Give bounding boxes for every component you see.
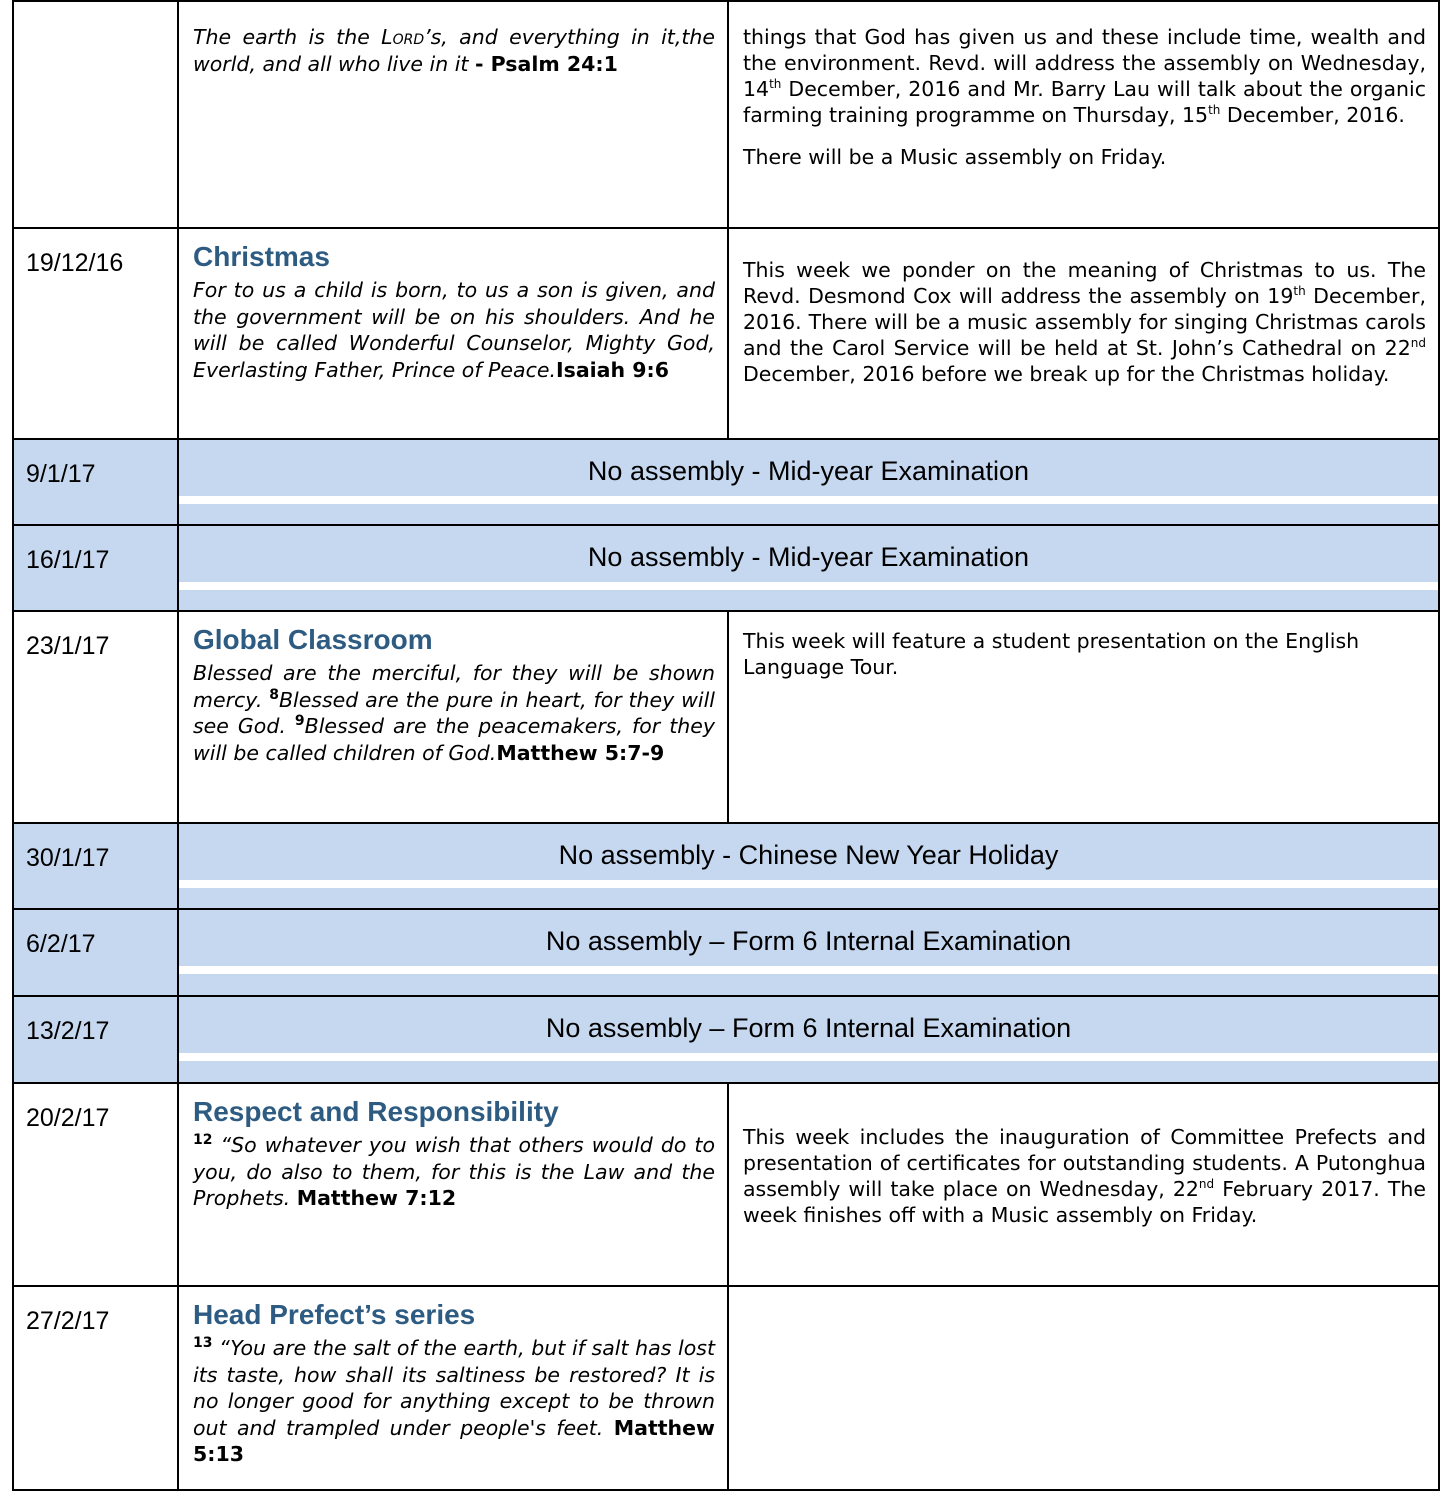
week-date: 9/1/17 [13,439,178,525]
theme-cell [178,228,728,439]
theme-title: Respect and Responsibility [193,1096,559,1127]
description-cell: This week includes the inauguration of Committee Prefects and presentation of certificates for outstanding students. A Putonghua assembly will take place on Wednesday, 22nd February 2017. The week finishes off with a Music assembly on Friday. [728,1083,1439,1286]
week-date: 23/1/17 [13,611,178,823]
week-date: 20/2/17 [13,1083,178,1286]
no-assembly-banner: No assembly - Chinese New Year Holiday [178,823,1439,909]
verse-reference: Matthew 5:7-9 [496,740,665,765]
bible-verse: $^{12}$ “So whatever you wish that others would do to you, do also to them, for this is the Law and the Prophets. Matthew 7:12 [193,1132,715,1210]
verse-reference: - Psalm 24:1 [474,51,618,76]
week-date: 6/2/17 [13,909,178,996]
description-cell: This week we ponder on the meaning of Christmas to us. The Revd. Desmond Cox will address the assembly on 19th December, 2016. There will be a music assembly for singing Christmas carols and the Carol Service will be held at St. John’s Cathedral on 22nd December, 2016 before we break up for the Christmas holiday. [728,228,1439,439]
bible-verse: For to us a child is born, to us a son is given, and the government will be on his shoulders. And he will be called Wonderful Counselor, Mighty God, Everlasting Father, Prince of Peace.Isaiah 9:6 [193,278,715,382]
bible-verse: The earth is the Lord’s, and everything in it,the world, and all who live in it - Psalm 24:1 [193,25,715,76]
week-date: 30/1/17 [13,823,178,909]
week-date: 16/1/17 [13,525,178,611]
week-date: 13/2/17 [13,996,178,1083]
theme-title: Christmas [193,241,330,272]
no-assembly-banner: No assembly – Form 6 Internal Examination [178,996,1439,1083]
week-date [13,1,178,228]
theme-title: Global Classroom [193,624,433,655]
theme-title: Head Prefect’s series [193,1299,476,1330]
theme-cell [178,611,728,823]
table-row [13,909,1439,996]
description-cell [728,1286,1439,1490]
table-row [13,1083,1439,1286]
table-row [13,228,1439,439]
no-assembly-banner: No assembly - Mid-year Examination [178,525,1439,611]
table-row [13,1286,1439,1490]
week-date: 27/2/17 [13,1286,178,1490]
no-assembly-banner: No assembly – Form 6 Internal Examination [178,909,1439,996]
theme-cell [178,1286,728,1490]
verse-reference: Isaiah 9:6 [555,357,669,382]
verse-reference: Matthew 7:12 [296,1186,457,1210]
description-cell: This week will feature a student presentation on the English Language Tour. [728,611,1439,823]
bible-verse: Blessed are the merciful, for they will be shown mercy. $^8$Blessed are the pure in heart, for they will see God. $^9$Blessed are the peacemakers, for they will be called children of God.Matthew 5:7-9 [193,661,715,765]
table-row [13,823,1439,909]
table-row [13,996,1439,1083]
table-row [13,525,1439,611]
assembly-schedule-table [12,0,1440,1491]
table-row [13,1,1439,228]
theme-cell [178,1083,728,1286]
table-row [13,439,1439,525]
bible-verse: $^{13}$ “You are the salt of the earth, but if salt has lost its taste, how shall its saltiness be restored? It is no longer good for anything except to be thrown out and trampled under people's feet. Matthew 5:13 [193,1335,715,1466]
theme-cell [178,1,728,228]
verse-reference: Matthew 5:13 [193,1415,715,1466]
description-cell: things that God has given us and these include time, wealth and the environment. Revd. will address the assembly on Wednesday, 14th December, 2016 and Mr. Barry Lau will talk about the organic farming training programme on Thursday, 15th December, 2016. There will be a Music assembly on Friday. [728,1,1439,228]
no-assembly-banner: No assembly - Mid-year Examination [178,439,1439,525]
table-row [13,611,1439,823]
week-date: 19/12/16 [13,228,178,439]
